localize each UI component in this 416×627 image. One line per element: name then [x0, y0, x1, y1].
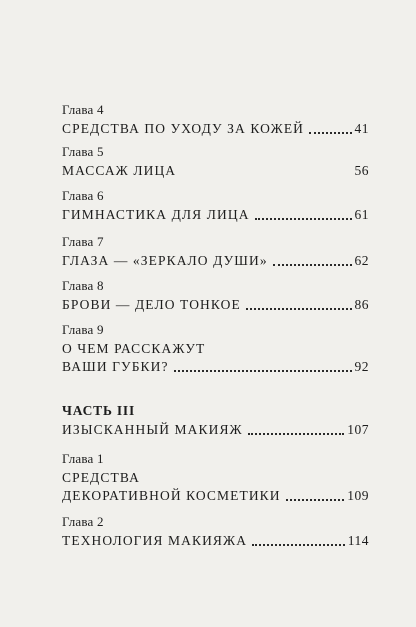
dot-leader	[309, 132, 351, 134]
dot-leader	[252, 544, 345, 546]
chapter-title: ГИМНАСТИКА ДЛЯ ЛИЦА	[62, 207, 250, 222]
page-number: 107	[347, 422, 369, 437]
toc-entry	[62, 235, 369, 270]
toc-title-line[interactable]	[62, 358, 369, 376]
toc-title-line[interactable]	[62, 206, 369, 224]
chapter-title: МАССАЖ ЛИЦА	[62, 163, 177, 178]
chapter-label: Глава 1	[62, 451, 104, 466]
toc-entry	[62, 452, 369, 505]
part-title: ИЗЫСКАННЫЙ МАКИЯЖ	[62, 422, 243, 437]
toc-title-line[interactable]	[62, 120, 369, 138]
page-number: 62	[354, 253, 369, 268]
chapter-title: ТЕХНОЛОГИЯ МАКИЯЖА	[62, 533, 248, 548]
dot-leader	[286, 499, 345, 501]
part-label: ЧАСТЬ III	[62, 403, 135, 418]
page-number: 92	[354, 359, 369, 374]
chapter-title: СРЕДСТВА ПО УХОДУ ЗА КОЖЕЙ	[62, 121, 305, 136]
toc-title-line[interactable]	[62, 469, 369, 487]
page-number: 61	[354, 207, 369, 222]
toc-title-line[interactable]	[62, 532, 369, 550]
chapter-title: БРОВИ — ДЕЛО ТОНКОЕ	[62, 297, 241, 312]
chapter-title: СРЕДСТВА	[62, 470, 140, 485]
chapter-title: ВАШИ ГУБКИ?	[62, 359, 169, 374]
dot-leader	[255, 218, 352, 220]
toc-title-line[interactable]	[62, 252, 369, 270]
chapter-label: Глава 2	[62, 514, 104, 529]
toc-entry	[62, 145, 369, 180]
page-number: 41	[354, 121, 369, 136]
chapter-label: Глава 4	[62, 102, 104, 117]
chapter-title: ДЕКОРАТИВНОЙ КОСМЕТИКИ	[62, 488, 281, 503]
page-number: 56	[354, 163, 369, 178]
chapter-label: Глава 5	[62, 144, 104, 159]
toc-part-entry	[62, 403, 369, 439]
toc-title-line[interactable]	[62, 421, 369, 439]
chapter-title: ГЛАЗА — «ЗЕРКАЛО ДУШИ»	[62, 253, 268, 268]
chapter-label: Глава 6	[62, 188, 104, 203]
toc-title-line[interactable]	[62, 162, 369, 180]
toc-title-line[interactable]	[62, 487, 369, 505]
toc-entry	[62, 323, 369, 376]
chapter-title: О ЧЕМ РАССКАЖУТ	[62, 341, 206, 356]
toc-entry	[62, 103, 369, 138]
dot-leader	[181, 174, 351, 176]
page-number: 109	[347, 488, 369, 503]
toc-entry	[62, 189, 369, 224]
toc-entry	[62, 515, 369, 550]
toc-title-line[interactable]	[62, 296, 369, 314]
chapter-label: Глава 8	[62, 278, 104, 293]
dot-leader	[174, 370, 352, 372]
dot-leader	[246, 308, 352, 310]
page-number: 114	[347, 533, 369, 548]
toc-entry	[62, 279, 369, 314]
dot-leader	[248, 433, 345, 435]
chapter-label: Глава 9	[62, 322, 104, 337]
chapter-label: Глава 7	[62, 234, 104, 249]
page-number: 86	[354, 297, 369, 312]
dot-leader	[273, 264, 352, 266]
toc-title-line[interactable]	[62, 340, 369, 358]
